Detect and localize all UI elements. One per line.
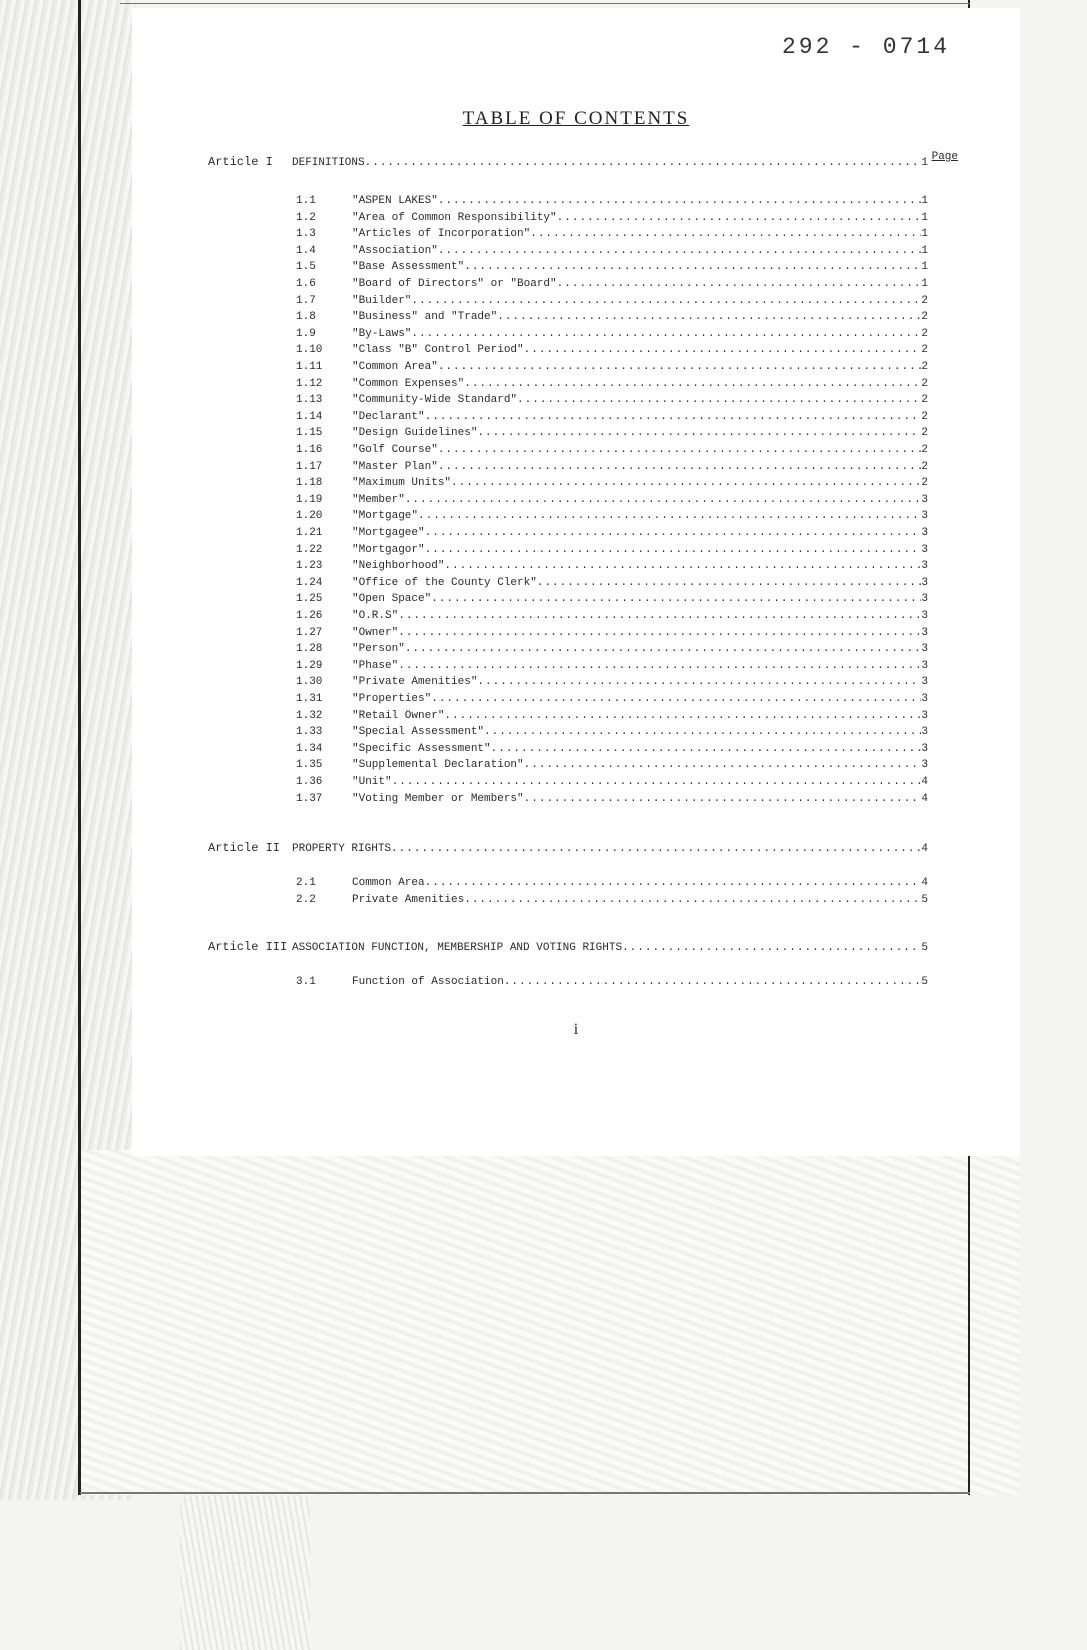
section-title: "Specific Assessment" — [352, 742, 491, 755]
section-number: 1.1 — [296, 195, 316, 207]
section-page-number: 5 — [921, 893, 928, 906]
toc-entry — [296, 626, 928, 640]
section-title: "ASPEN LAKES" — [352, 195, 438, 207]
section-title: "Articles of Incorporation" — [352, 228, 531, 241]
section-title: "O.R.S" — [352, 610, 399, 622]
dot-leader — [524, 758, 922, 772]
section-title: "Class "B" Control Period" — [352, 344, 524, 357]
section-page-number: 3 — [921, 693, 928, 705]
section-title: "Mortgagee" — [352, 527, 425, 539]
section-number: 2.1 — [296, 877, 316, 889]
section-page-number: 3 — [921, 676, 928, 689]
toc-entry — [296, 294, 928, 308]
section-page-number: 5 — [921, 976, 928, 988]
section-title: "Retail Owner" — [352, 709, 445, 722]
section-title: "Declarant" — [352, 410, 425, 423]
section-number: 1.3 — [296, 228, 316, 241]
dot-leader — [517, 393, 921, 407]
article-title: ASSOCIATION FUNCTION, MEMBERSHIP AND VOTING RIGHTS — [292, 942, 623, 954]
dot-leader — [524, 792, 922, 806]
section-title: "Member" — [352, 493, 405, 506]
dot-leader — [557, 211, 922, 225]
toc-entry — [296, 277, 928, 291]
toc-entry — [296, 460, 928, 474]
section-page-number: 2 — [921, 394, 928, 407]
section-number: 1.14 — [296, 410, 323, 423]
section-number: 1.22 — [296, 543, 323, 556]
toc-entry — [296, 709, 928, 723]
page-footer-number: i — [573, 1021, 579, 1038]
toc-entry — [296, 443, 928, 457]
section-title: "Master Plan" — [352, 460, 438, 473]
section-page-number: 3 — [921, 709, 928, 722]
toc-entry — [296, 659, 928, 673]
section-number: 1.15 — [296, 427, 323, 440]
section-number: 1.30 — [296, 676, 323, 689]
section-number: 1.21 — [296, 527, 323, 539]
section-number: 1.33 — [296, 726, 323, 739]
toc-entry — [296, 876, 928, 890]
dot-leader — [524, 343, 922, 357]
toc-entry — [296, 194, 928, 208]
section-page-number: 3 — [921, 626, 928, 639]
section-page-number: 1 — [921, 195, 928, 207]
section-page-number: 3 — [921, 510, 928, 523]
dot-leader — [530, 227, 921, 241]
section-page-number: 2 — [921, 410, 928, 423]
toc-page — [132, 8, 1020, 1156]
dot-leader — [425, 876, 922, 890]
section-page-number: 1 — [921, 244, 928, 257]
section-title: "Design Guidelines" — [352, 427, 478, 440]
section-title: "Owner" — [352, 626, 399, 639]
toc-entry — [296, 692, 928, 706]
section-title: "By-Laws" — [352, 327, 412, 340]
toc-entry — [296, 975, 928, 989]
article-label: Article III — [208, 940, 288, 954]
section-title: "Business" and "Trade" — [352, 311, 498, 324]
dot-leader — [622, 941, 921, 955]
toc-entry — [296, 609, 928, 623]
section-page-number: 3 — [921, 759, 928, 772]
toc-entry — [296, 227, 928, 241]
section-page-number: 2 — [921, 344, 928, 357]
toc-entry — [296, 576, 928, 590]
dot-leader — [438, 460, 922, 474]
toc-entry — [296, 360, 928, 374]
toc-entry — [296, 393, 928, 407]
article-page-number: 5 — [921, 942, 928, 954]
section-page-number: 3 — [921, 742, 928, 755]
section-page-number: 3 — [921, 610, 928, 622]
section-number: 1.27 — [296, 626, 323, 639]
section-page-number: 3 — [921, 576, 928, 589]
page-title: TABLE OF CONTENTS — [462, 108, 690, 129]
toc-entry — [296, 377, 928, 391]
toc-entry — [296, 211, 928, 225]
section-page-number: 2 — [921, 444, 928, 456]
section-number: 1.4 — [296, 244, 316, 257]
toc-entry — [296, 493, 928, 507]
section-title: "Voting Member or Members" — [352, 792, 524, 805]
section-page-number: 2 — [921, 477, 928, 490]
section-number: 1.26 — [296, 610, 323, 622]
section-number: 1.7 — [296, 294, 316, 307]
section-page-number: 3 — [921, 726, 928, 739]
section-page-number: 2 — [921, 427, 928, 440]
document-number: 292 - 0714 — [781, 34, 950, 60]
dot-leader — [405, 493, 922, 507]
dot-leader — [431, 592, 921, 606]
dot-leader — [497, 310, 921, 324]
section-page-number: 4 — [921, 877, 928, 889]
dot-leader — [504, 975, 922, 989]
toc-entry — [296, 792, 928, 806]
dot-leader — [398, 626, 921, 640]
toc-entry — [296, 559, 928, 573]
dot-leader — [451, 476, 921, 490]
section-page-number: 2 — [921, 311, 928, 324]
toc-entry — [296, 543, 928, 557]
section-page-number: 4 — [921, 792, 928, 805]
section-title: "Maximum Units" — [352, 477, 452, 490]
toc-entry — [296, 642, 928, 656]
dot-leader — [557, 277, 922, 291]
section-number: 1.10 — [296, 344, 323, 357]
toc-entry — [296, 426, 928, 440]
section-number: 1.13 — [296, 394, 323, 407]
section-page-number: 1 — [921, 211, 928, 224]
page-column-header: Page — [931, 151, 958, 163]
section-title: "Area of Common Responsibility" — [352, 211, 557, 224]
section-title: "Base Assessment" — [352, 261, 465, 274]
dot-leader — [365, 156, 922, 170]
dot-leader — [438, 360, 922, 374]
toc-entry — [296, 476, 928, 490]
scan-paper-strip — [180, 1495, 310, 1650]
section-title: "Properties" — [352, 693, 432, 705]
section-title: "Association" — [352, 244, 438, 257]
section-number: 2.2 — [296, 893, 316, 906]
section-number: 1.25 — [296, 593, 323, 606]
toc-entry — [296, 725, 928, 739]
section-number: 1.16 — [296, 444, 323, 456]
section-page-number: 2 — [921, 460, 928, 473]
article-label: Article I — [208, 155, 273, 169]
toc-entry — [296, 526, 928, 540]
section-page-number: 3 — [921, 493, 928, 506]
dot-leader — [537, 576, 922, 590]
section-page-number: 3 — [921, 643, 928, 656]
toc-entry — [296, 327, 928, 341]
dot-leader — [418, 509, 921, 523]
toc-entry — [296, 758, 928, 772]
dot-leader — [464, 377, 921, 391]
dot-leader — [398, 659, 921, 673]
toc-entry — [296, 675, 928, 689]
toc-entry — [296, 775, 928, 789]
section-title: "Builder" — [352, 294, 412, 307]
article-title: PROPERTY RIGHTS — [292, 843, 392, 855]
section-page-number: 2 — [921, 327, 928, 340]
section-title: "Open Space" — [352, 593, 432, 606]
section-title: "Unit" — [352, 776, 392, 788]
section-number: 1.5 — [296, 261, 316, 274]
section-page-number: 2 — [921, 294, 928, 307]
section-number: 1.6 — [296, 278, 316, 290]
section-page-number: 1 — [921, 228, 928, 241]
section-title: "Board of Directors" or "Board" — [352, 278, 557, 290]
scan-bottom-edge-line — [80, 1492, 970, 1494]
scan-bottom-margin — [80, 1150, 1020, 1495]
section-page-number: 2 — [921, 361, 928, 373]
section-page-number: 2 — [921, 377, 928, 390]
section-number: 1.36 — [296, 776, 323, 788]
section-page-number: 3 — [921, 560, 928, 573]
section-title: "Special Assessment" — [352, 726, 485, 739]
section-title: "Neighborhood" — [352, 560, 445, 573]
toc-entry — [296, 244, 928, 258]
section-number: 1.9 — [296, 327, 316, 340]
section-title: "Supplemental Declaration" — [352, 759, 524, 772]
toc-entry — [296, 509, 928, 523]
section-title: "Person" — [352, 643, 405, 656]
dot-leader — [477, 426, 921, 440]
dot-leader — [464, 893, 921, 907]
article-title: DEFINITIONS — [292, 157, 365, 169]
section-page-number: 3 — [921, 527, 928, 539]
article-label: Article II — [208, 841, 281, 855]
dot-leader — [438, 443, 922, 457]
toc-entry — [296, 260, 928, 274]
section-page-number: 4 — [921, 776, 928, 788]
scan-left-edge-line — [78, 0, 81, 1495]
section-number: 1.20 — [296, 510, 323, 523]
dot-leader — [391, 842, 921, 856]
dot-leader — [484, 725, 921, 739]
section-title: Common Area — [352, 877, 425, 889]
article-page-number: 1 — [921, 157, 928, 169]
section-number: 1.29 — [296, 659, 323, 672]
section-title: "Mortgagor" — [352, 543, 425, 556]
toc-entry — [296, 343, 928, 357]
section-number: 1.37 — [296, 792, 323, 805]
section-title: Function of Association — [352, 976, 504, 988]
section-number: 1.34 — [296, 742, 323, 755]
section-page-number: 3 — [921, 543, 928, 556]
section-title: "Common Expenses" — [352, 377, 465, 390]
section-title: "Mortgage" — [352, 510, 419, 523]
section-number: 1.35 — [296, 759, 323, 772]
dot-leader — [398, 609, 921, 623]
dot-leader — [438, 194, 922, 208]
toc-entry — [296, 310, 928, 324]
section-title: Private Amenities — [352, 893, 465, 906]
toc-entry — [296, 742, 928, 756]
section-number: 1.23 — [296, 560, 323, 573]
section-number: 1.24 — [296, 576, 323, 589]
dot-leader — [411, 294, 921, 308]
section-number: 1.19 — [296, 493, 323, 506]
toc-entry — [296, 893, 928, 907]
toc-entry — [296, 592, 928, 606]
dot-leader — [425, 526, 922, 540]
section-number: 1.17 — [296, 460, 323, 473]
section-number: 1.31 — [296, 693, 323, 705]
dot-leader — [425, 410, 922, 424]
dot-leader — [477, 675, 921, 689]
article-page-number: 4 — [921, 843, 928, 855]
dot-leader — [491, 742, 922, 756]
section-title: "Phase" — [352, 659, 399, 672]
dot-leader — [444, 559, 921, 573]
section-title: "Golf Course" — [352, 444, 438, 456]
section-number: 1.18 — [296, 477, 323, 490]
section-title: "Community-Wide Standard" — [352, 394, 518, 407]
section-number: 3.1 — [296, 976, 316, 988]
section-number: 1.11 — [296, 361, 323, 373]
section-title: "Private Amenities" — [352, 676, 478, 689]
dot-leader — [464, 260, 921, 274]
section-title: "Office of the County Clerk" — [352, 576, 537, 589]
section-number: 1.12 — [296, 377, 323, 390]
dot-leader — [405, 642, 922, 656]
dot-leader — [444, 709, 921, 723]
section-title: "Common Area" — [352, 361, 438, 373]
dot-leader — [431, 692, 921, 706]
dot-leader — [392, 775, 922, 789]
article-heading-row — [292, 941, 928, 955]
article-heading-row — [292, 842, 928, 856]
scan-top-edge-line — [120, 3, 970, 4]
section-number: 1.2 — [296, 211, 316, 224]
toc-entry — [296, 410, 928, 424]
section-number: 1.28 — [296, 643, 323, 656]
section-page-number: 3 — [921, 593, 928, 606]
section-page-number: 3 — [921, 659, 928, 672]
section-number: 1.8 — [296, 311, 316, 324]
article-heading-row — [292, 156, 928, 170]
section-page-number: 1 — [921, 278, 928, 290]
dot-leader — [438, 244, 922, 258]
dot-leader — [411, 327, 921, 341]
section-number: 1.32 — [296, 709, 323, 722]
dot-leader — [425, 543, 922, 557]
section-page-number: 1 — [921, 261, 928, 274]
